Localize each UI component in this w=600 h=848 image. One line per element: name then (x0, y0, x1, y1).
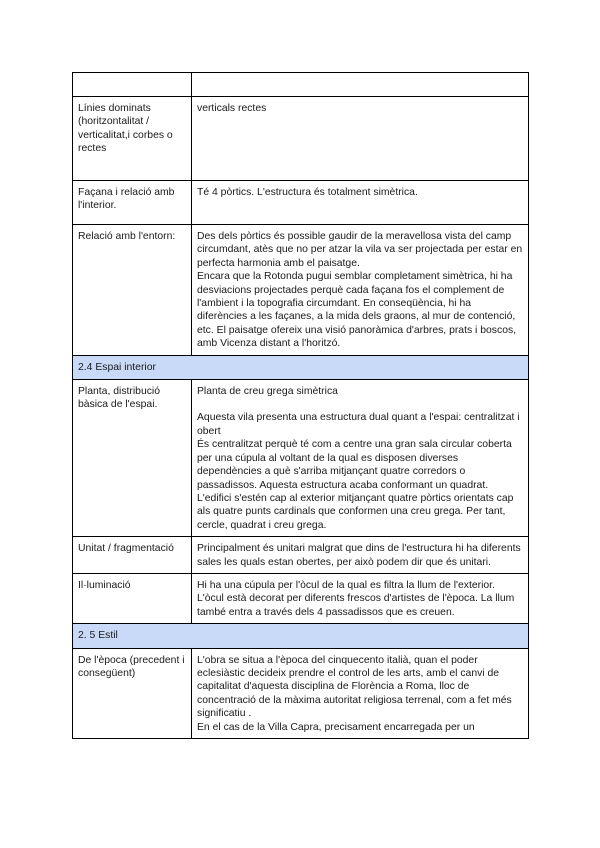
epoca-paragraph: En el cas de la Villa Capra, precisament encarregada per un (197, 721, 475, 733)
section-title-interior: 2.4 Espai interior (73, 355, 529, 379)
table-row (73, 97, 529, 181)
row-value-entorn (192, 225, 529, 356)
epoca-paragraph: L'obra se situa a l'època del cinquecento italià, quan el poder eclesiàstic decideix prendre el control de les arts, amb el canvi de capitalitat d'aquesta disciplina de Florència a Roma, lloc de concentració de la màxima autoritat religiosa terrenal, com a fet més significatiu . (197, 654, 512, 720)
row-label-illuminacio: Il·luminació (73, 573, 192, 623)
row-label-epoca: De l'època (precedent i consegüent) (73, 648, 192, 738)
row-label-facana: Façana i relació amb l'interior. (73, 181, 192, 225)
table-row (73, 225, 529, 356)
section-header-row (73, 624, 529, 648)
row-value-linies: verticals rectes (192, 97, 529, 181)
entorn-paragraph: Encara que la Rotonda pugui semblar completament simètrica, hi ha desviacions projectades perquè cada façana fos el complement de l'ambient i la topografia circumdant. En conseqüència, hi ha diferències a les façanes, a la mida dels graons, al mur de contenció, etc. El paisatge ofereix una visió panoràmica d'arbres, prats i boscos, amb Vicenza distant a l'horitzó. (197, 271, 517, 350)
table-row (73, 181, 529, 225)
table-row (73, 648, 529, 738)
row-value-planta (192, 380, 529, 537)
table-row (73, 573, 529, 623)
table-row (73, 73, 529, 97)
row-value-facana: Té 4 pòrtics. L'estructura és totalment simètrica. (192, 181, 529, 225)
row-label-planta: Planta, distribució bàsica de l'espai. (73, 380, 192, 537)
row-label-entorn: Relació amb l'entorn: (73, 225, 192, 356)
table-row (73, 537, 529, 574)
entorn-paragraph: Des dels pòrtics és possible gaudir de la meravellosa vista del camp circumdant, atès que no per atzar la vila va ser projectada per estar en perfecta harmonia amb el paisatge. (197, 231, 523, 269)
row-value-unitat: Principalment és unitari malgrat que dins de l'estructura hi ha diferents sales les quals estan obertes, per això podem dir que és unitari. (192, 537, 529, 574)
row-value-illuminacio: Hi ha una cúpula per l'òcul de la qual es filtra la llum de l'exterior. L'òcul està decorat per diferents frescos d'artistes de l'època. La llum també entra a través dels 4 passadissos que es creuen. (192, 573, 529, 623)
row-value-epoca (192, 648, 529, 738)
row-label-empty (73, 73, 192, 97)
section-title-estil: 2. 5 Estil (73, 624, 529, 648)
row-label-unitat: Unitat / fragmentació (73, 537, 192, 574)
section-header-row (73, 355, 529, 379)
analysis-table (72, 72, 529, 739)
table-row (73, 380, 529, 537)
row-value-empty (192, 73, 529, 97)
row-label-linies: Línies dominats (horitzontalitat / verticalitat,i corbes o rectes (73, 97, 192, 181)
planta-paragraph: Planta de creu grega simètrica (197, 386, 338, 398)
planta-paragraph: És centralitzat perquè té com a centre una gran sala circular coberta per una cúpula al voltant de la qual es disposen diverses dependències a què s'arriba mitjançant quatre corredors o passadissos. Aquesta estructura acaba conformant un quadrat. L'edifici s'estén cap al exterior mitjançant quatre pòrtics orientats cap als quatre punts cardinals que conformen una creu grega. Per tant, cercle, quadrat i creu grega. (197, 439, 514, 531)
planta-paragraph: Aquesta vila presenta una estructura dual quant a l'espai: centralitzat i obert (197, 412, 520, 437)
